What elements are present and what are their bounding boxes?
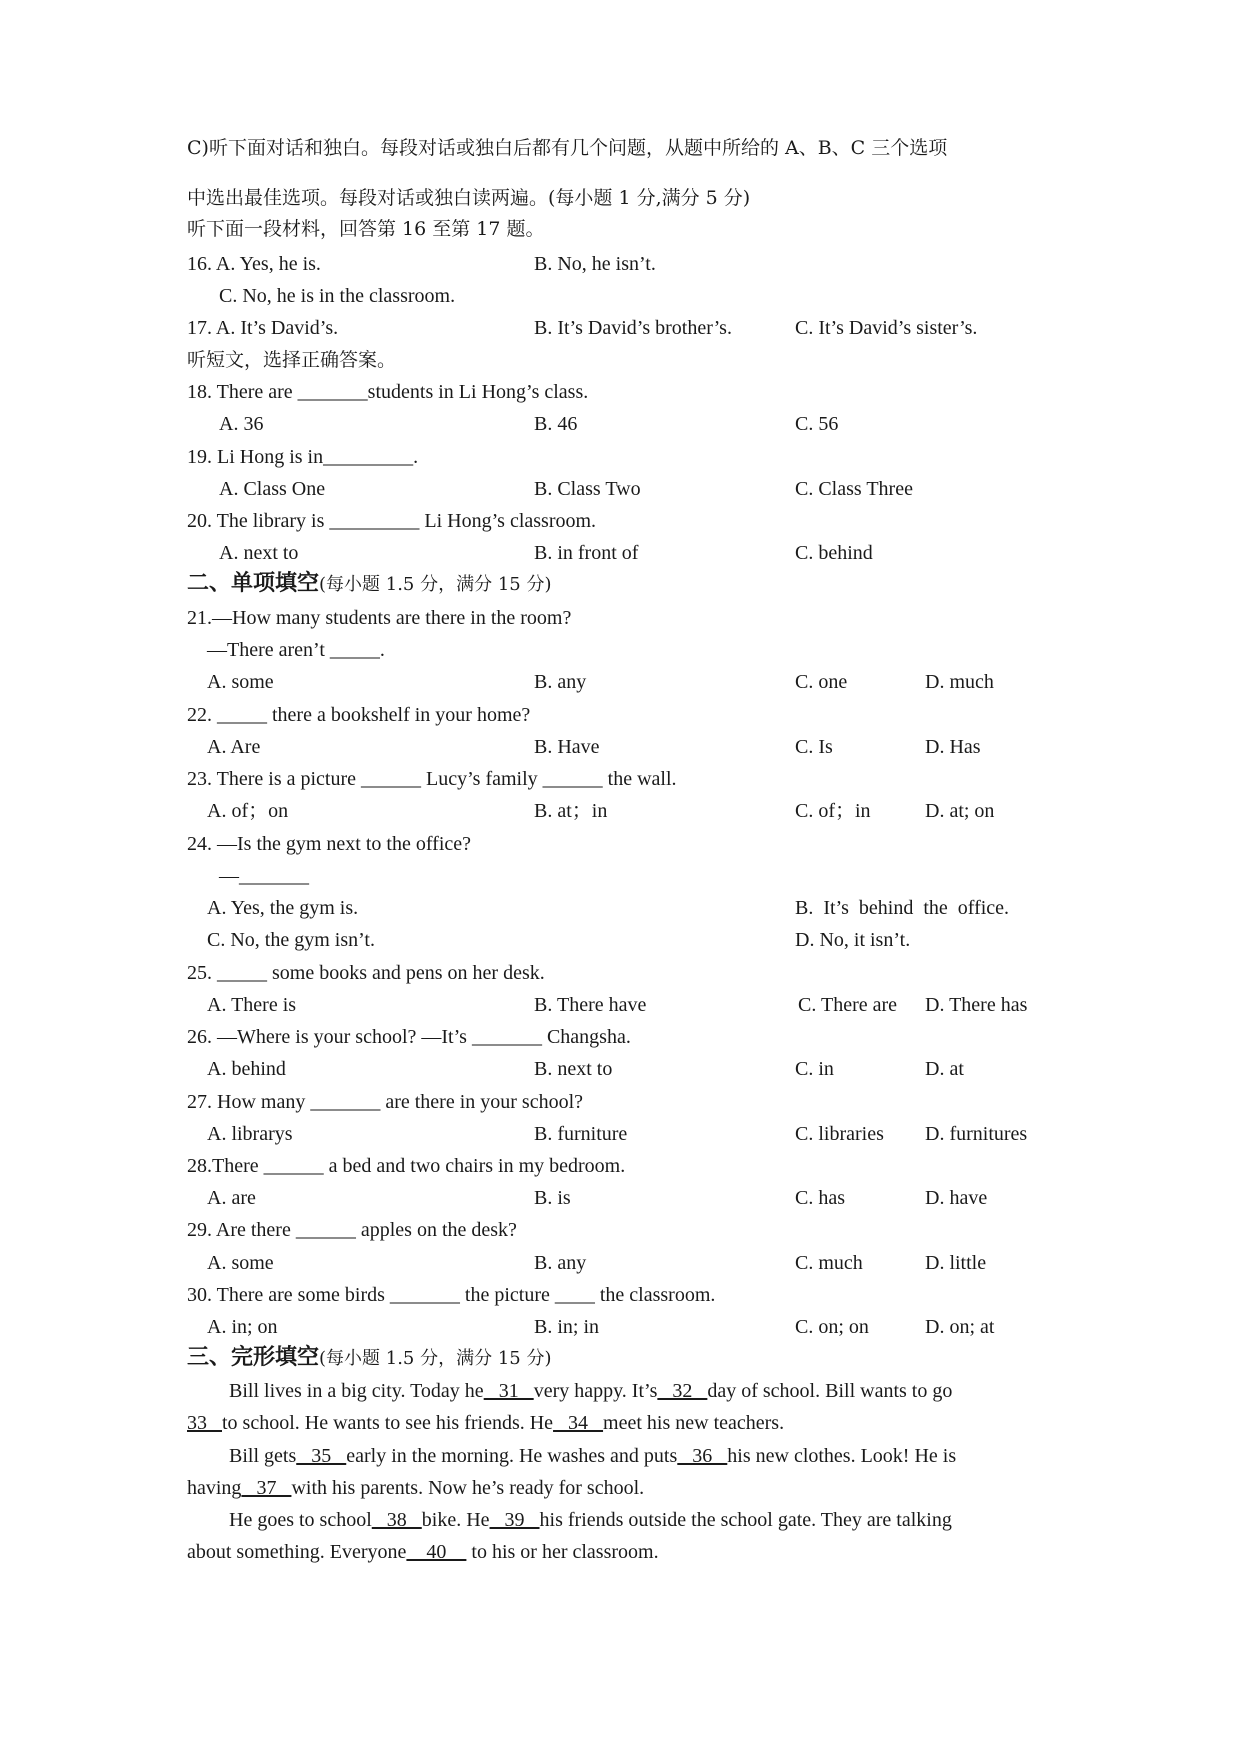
section3-note: (每小题 1.5 分，满分 15 分) <box>319 1348 552 1369</box>
cloze-text: Bill gets <box>229 1445 297 1467</box>
q18-option-a: A. 36 <box>219 413 264 435</box>
cloze-text: his friends outside the school gate. They are talking <box>539 1509 952 1531</box>
q22-option-d: D. Has <box>925 736 981 758</box>
q17-option-b: B. It’s David’s brother’s. <box>534 317 732 339</box>
cloze-text: early in the morning. He washes and puts <box>346 1445 678 1467</box>
section-c-instruction-line2: 中选出最佳选项。每段对话或独白读两遍。(每小题 1 分,满分 5 分) <box>187 187 751 209</box>
cloze-line-2 <box>187 1409 784 1437</box>
section-c-instruction-line1: C)听下面对话和独白。每段对话或独白后都有几个问题，从题中所给的 A、B、C 三个选项 <box>187 137 948 159</box>
q23-stem: 23. There is a picture ______ Lucy’s family ______ the wall. <box>187 768 677 790</box>
q30-option-c: C. on; on <box>795 1316 869 1338</box>
q18-option-c: C. 56 <box>795 413 839 435</box>
q25-option-b: B. There have <box>534 994 647 1016</box>
q26-option-b: B. next to <box>534 1058 613 1080</box>
q19-option-b: B. Class Two <box>534 478 641 500</box>
q24-option-c: C. No, the gym isn’t. <box>207 929 375 951</box>
q16-option-a: 16. A. Yes, he is. <box>187 253 321 275</box>
q16-option-c: C. No, he is in the classroom. <box>219 285 456 307</box>
cloze-text: meet his new teachers. <box>603 1412 785 1434</box>
q30-stem: 30. There are some birds _______ the picture ____ the classroom. <box>187 1284 716 1306</box>
q26-option-a: A. behind <box>207 1058 286 1080</box>
q25-option-c: C. There are <box>798 994 898 1016</box>
cloze-text: about something. Everyone <box>187 1541 407 1563</box>
q20-option-a: A. next to <box>219 542 299 564</box>
cloze-line-6 <box>187 1538 659 1566</box>
q30-option-d: D. on; at <box>925 1316 995 1338</box>
q24-stem: 24. —Is the gym next to the office? <box>187 833 472 855</box>
q27-option-b: B. furniture <box>534 1123 628 1145</box>
q17-option-c: C. It’s David’s sister’s. <box>795 317 978 339</box>
cloze-text: to his or her classroom. <box>466 1541 659 1563</box>
blank-40: 40 <box>406 1541 467 1563</box>
q25-option-a: A. There is <box>207 994 297 1016</box>
cloze-text: bike. He <box>421 1509 490 1531</box>
q23-option-c: C. of；in <box>795 800 871 822</box>
cloze-text: day of school. Bill wants to go <box>707 1380 953 1402</box>
q25-stem: 25. _____ some books and pens on her desk. <box>187 962 545 984</box>
q21-option-a: A. some <box>207 671 274 693</box>
q19-option-a: A. Class One <box>219 478 326 500</box>
q18-stem: 18. There are _______students in Li Hong’s class. <box>187 381 589 403</box>
q26-stem: 26. —Where is your school? —It’s _______ Changsha. <box>187 1026 631 1048</box>
q28-stem: 28.There ______ a bed and two chairs in my bedroom. <box>187 1155 626 1177</box>
q24-option-b: B. It’s behind the office. <box>795 897 1010 919</box>
cloze-text: with his parents. Now he’s ready for school. <box>291 1477 645 1499</box>
q21-option-b: B. any <box>534 671 587 693</box>
cloze-line-1 <box>229 1377 952 1405</box>
q27-option-d: D. furnitures <box>925 1123 1028 1145</box>
q27-option-a: A. librarys <box>207 1123 293 1145</box>
q21-reply: —There aren’t _____. <box>207 639 385 661</box>
cloze-text: to school. He wants to see his friends. He <box>222 1412 554 1434</box>
blank-36: 36 <box>677 1445 728 1467</box>
cloze-text: having <box>187 1477 242 1499</box>
section2-note: (每小题 1.5 分，满分 15 分) <box>319 574 552 595</box>
blank-32: 32 <box>657 1380 708 1402</box>
cloze-line-5 <box>229 1506 952 1534</box>
q27-option-c: C. libraries <box>795 1123 884 1145</box>
q22-stem: 22. _____ there a bookshelf in your home? <box>187 704 531 726</box>
blank-37: 37 <box>241 1477 292 1499</box>
q19-option-c: C. Class Three <box>795 478 913 500</box>
q29-stem: 29. Are there ______ apples on the desk? <box>187 1219 517 1241</box>
q29-option-a: A. some <box>207 1252 274 1274</box>
section3-heading <box>187 1344 551 1373</box>
q29-option-b: B. any <box>534 1252 587 1274</box>
q29-option-c: C. much <box>795 1252 863 1274</box>
q23-option-b: B. at；in <box>534 800 608 822</box>
cloze-text: very happy. It’s <box>533 1380 658 1402</box>
q24-option-a: A. Yes, the gym is. <box>207 897 359 919</box>
q24-option-d: D. No, it isn’t. <box>795 929 911 951</box>
q26-option-d: D. at <box>925 1058 964 1080</box>
q22-option-a: A. Are <box>207 736 261 758</box>
q22-option-c: C. Is <box>795 736 833 758</box>
blank-35: 35 <box>296 1445 347 1467</box>
blank-39: 39 <box>489 1509 540 1531</box>
q22-option-b: B. Have <box>534 736 600 758</box>
cloze-line-3 <box>229 1442 956 1470</box>
q21-option-c: C. one <box>795 671 848 693</box>
q21-stem: 21.—How many students are there in the room? <box>187 607 572 629</box>
q16-option-b: B. No, he isn’t. <box>534 253 656 275</box>
q30-option-b: B. in; in <box>534 1316 600 1338</box>
q28-option-d: D. have <box>925 1187 988 1209</box>
blank-31: 31 <box>483 1380 534 1402</box>
cloze-text: Bill lives in a big city. Today he <box>229 1380 484 1402</box>
q23-option-a: A. of；on <box>207 800 289 822</box>
q17-option-a: 17. A. It’s David’s. <box>187 317 339 339</box>
q27-stem: 27. How many _______ are there in your school? <box>187 1091 584 1113</box>
cloze-line-4 <box>187 1474 644 1502</box>
q21-option-d: D. much <box>925 671 994 693</box>
q25-option-d: D. There has <box>925 994 1028 1016</box>
q30-option-a: A. in; on <box>207 1316 278 1338</box>
q26-option-c: C. in <box>795 1058 834 1080</box>
section3-title: 三、完形填空 <box>187 1345 320 1370</box>
q24-reply: —_______ <box>219 865 309 887</box>
q20-option-b: B. in front of <box>534 542 639 564</box>
section-c-material-note: 听下面一段材料，回答第 16 至第 17 题。 <box>187 218 545 240</box>
q28-option-c: C. has <box>795 1187 845 1209</box>
blank-33: 33 <box>187 1412 222 1434</box>
blank-34: 34 <box>553 1412 604 1434</box>
q18-option-b: B. 46 <box>534 413 578 435</box>
q28-option-a: A. are <box>207 1187 256 1209</box>
blank-38: 38 <box>371 1509 422 1531</box>
passage-note: 听短文，选择正确答案。 <box>187 349 397 371</box>
q20-option-c: C. behind <box>795 542 873 564</box>
q23-option-d: D. at; on <box>925 800 995 822</box>
section2-title: 二、单项填空 <box>187 571 320 596</box>
section2-heading <box>187 570 551 599</box>
q19-stem: 19. Li Hong is in_________. <box>187 446 419 468</box>
cloze-text: his new clothes. Look! He is <box>727 1445 957 1467</box>
q20-stem: 20. The library is _________ Li Hong’s classroom. <box>187 510 597 532</box>
q29-option-d: D. little <box>925 1252 987 1274</box>
cloze-text: He goes to school <box>229 1509 372 1531</box>
q28-option-b: B. is <box>534 1187 571 1209</box>
